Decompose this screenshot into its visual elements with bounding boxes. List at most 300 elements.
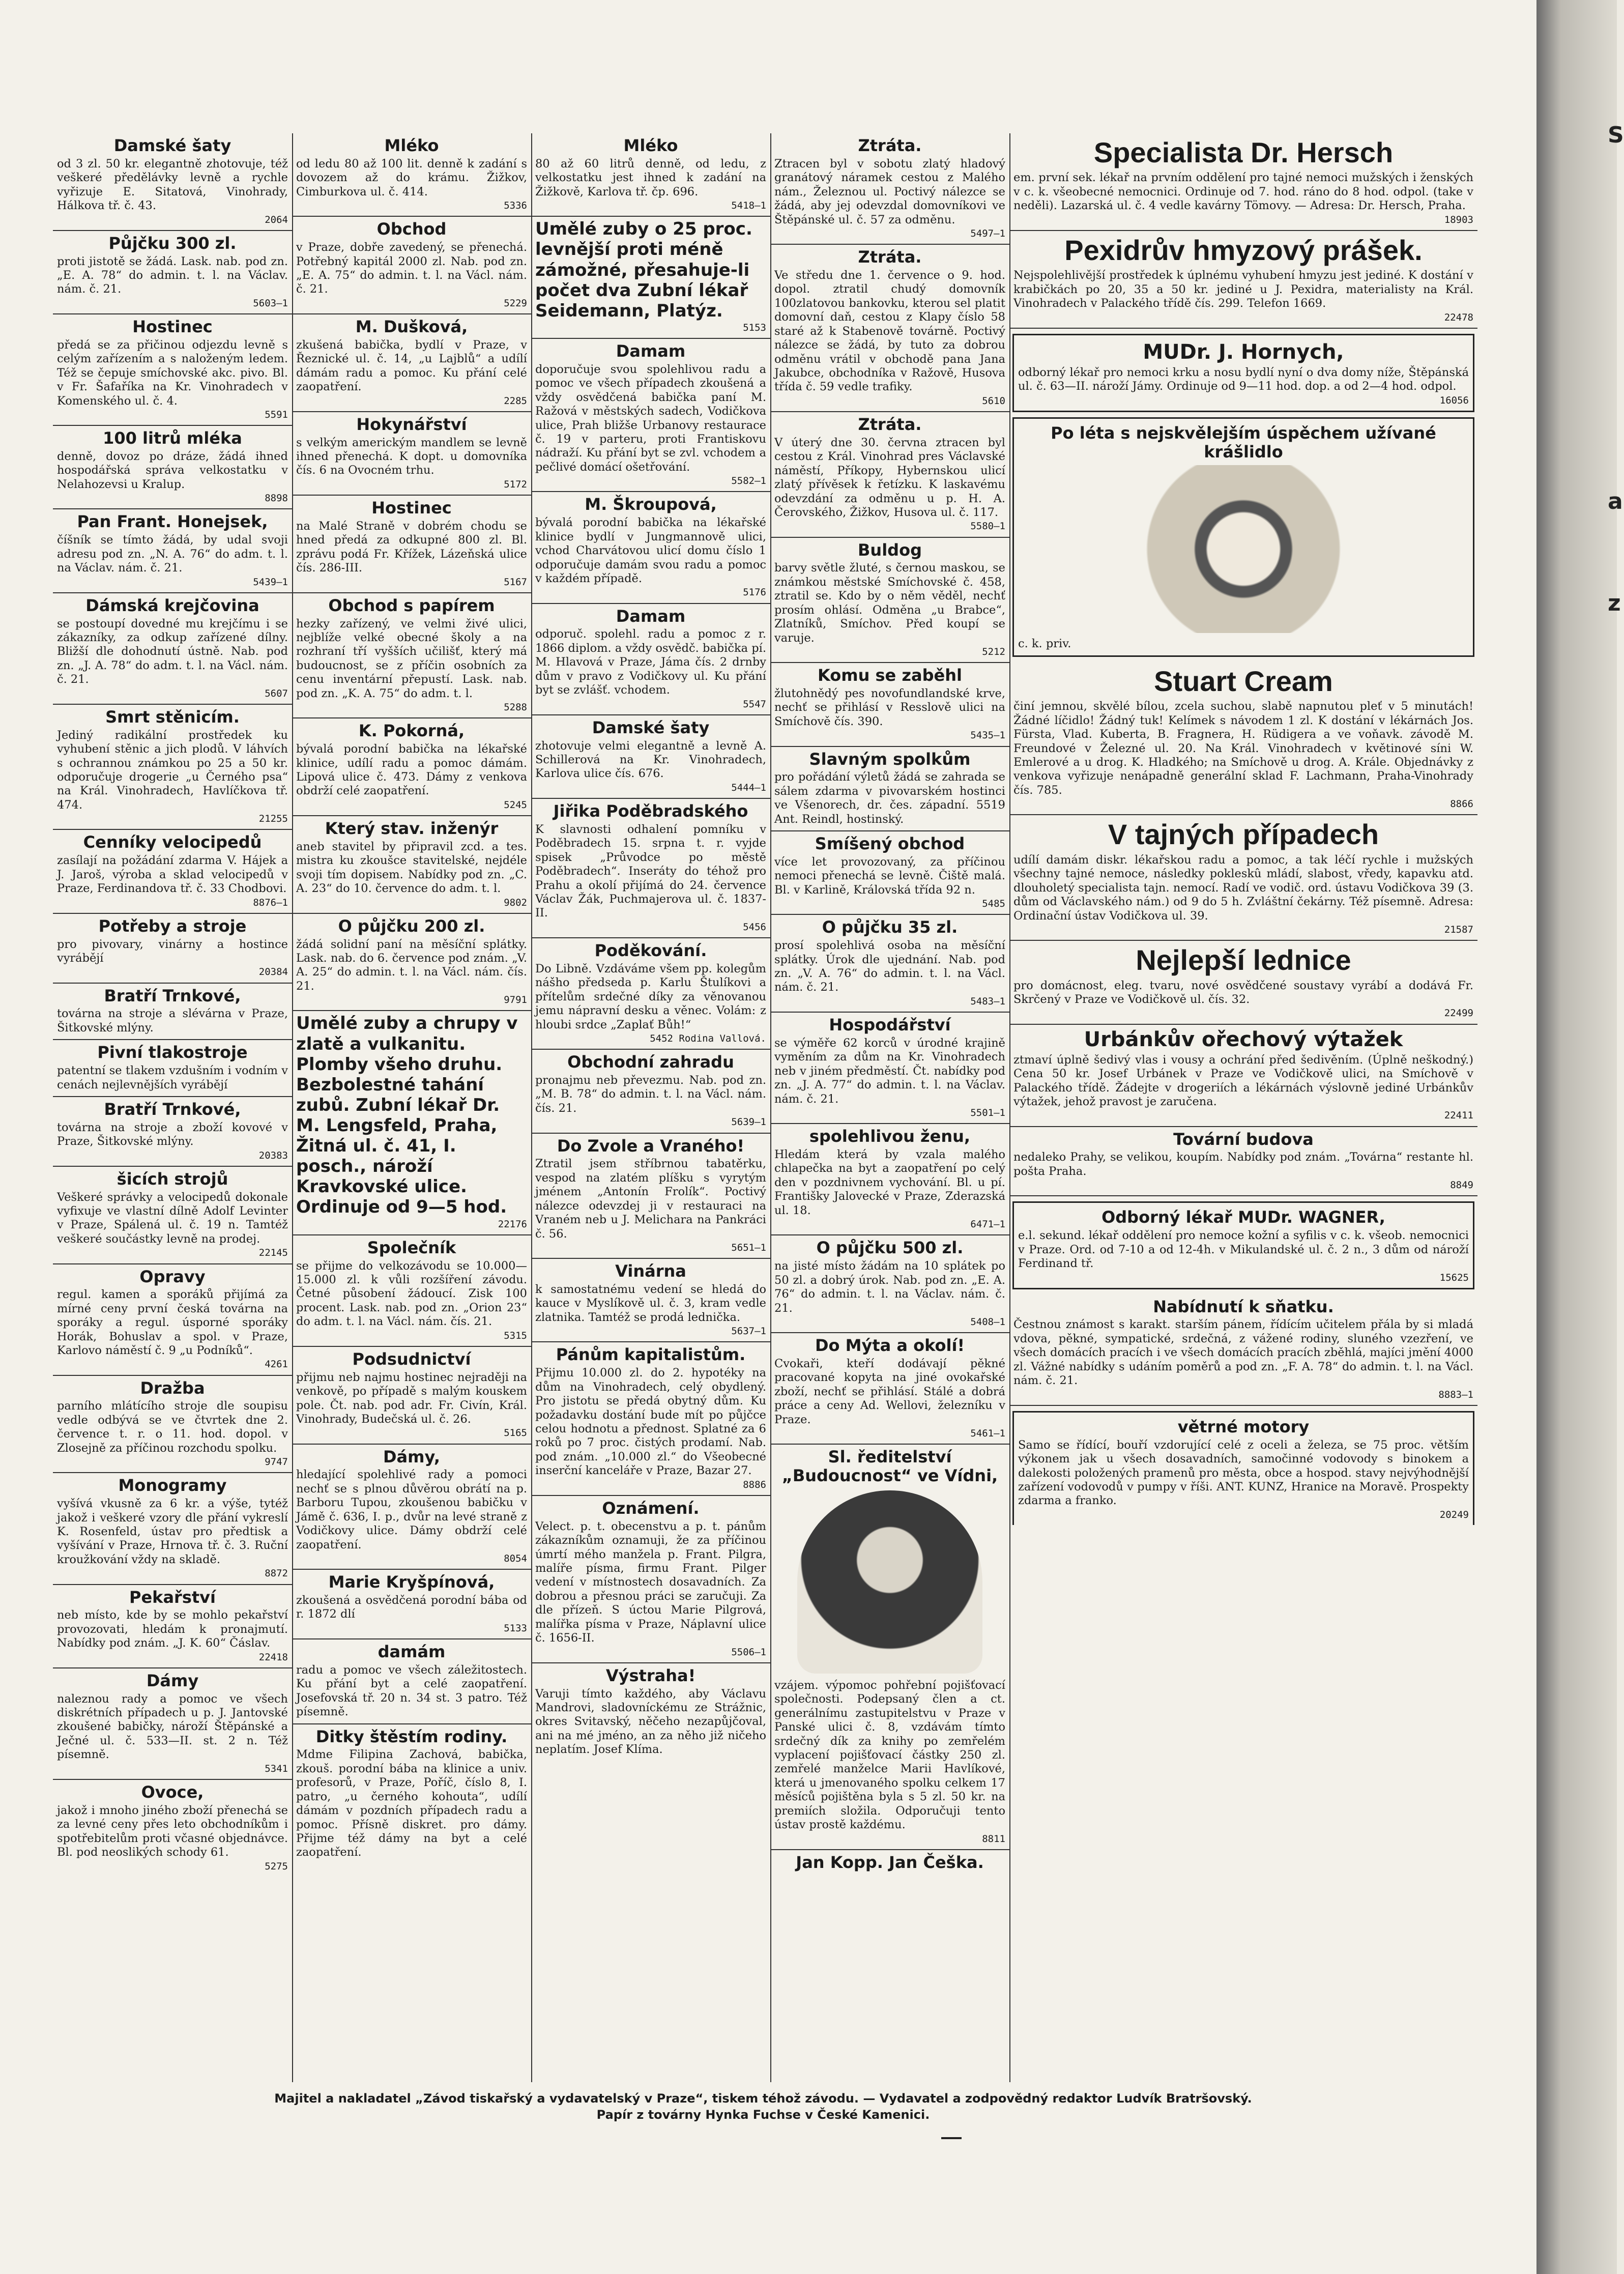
classified-ad (1009, 815, 1477, 941)
imprint-footer (112, 2090, 1414, 2123)
classified-ad (292, 1445, 531, 1570)
ad-heading: Odborný lékař MUDr. WAGNER, (1101, 1207, 1385, 1227)
ad-heading: Poděkování. (594, 941, 707, 961)
ad-ref-number: 16056 (1439, 394, 1469, 406)
portrait-illustration (797, 1490, 982, 1674)
ad-ref-number: 4261 (265, 1359, 288, 1370)
classified-ad (1009, 941, 1477, 1024)
ad-ref-number: 2064 (265, 214, 288, 225)
ad-heading: Podsudnictví (352, 1349, 471, 1369)
ad-ref-number: 5315 (504, 1330, 527, 1341)
ad-ref-number: 8811 (982, 1833, 1005, 1845)
ad-heading: O půjčku 200 zl. (338, 916, 485, 936)
ad-body: pro pivovary, vinárny a hostince vyrábějí (57, 937, 288, 965)
classified-ad (53, 231, 292, 314)
ad-heading: M. Škroupová, (585, 495, 717, 514)
ad-body: denně, dovoz po dráze, žádá ihned hospodářská správa velkostatku v Nelahozevsi u Kralup. (57, 449, 288, 491)
ad-body: číšník se tímto žádá, by udal svoji adresu pod zn. „N. A. 76“ do adm. t. l. na Václav. nám. č. 21. (57, 533, 288, 575)
ad-ref-number: 5275 (265, 1860, 288, 1872)
classified-ad (1009, 133, 1477, 231)
classified-ad (1012, 1411, 1474, 1525)
ad-body: Hledám která by vzala malého chlapečka na byt a zaopatření po celý den v pozdnivnem vychování. Bl. u pí. Františky Jalovecké v Praze, Zderazská ul. 18. (774, 1148, 1005, 1217)
classified-ad (531, 133, 770, 217)
ad-ref-number: 5153 (743, 322, 766, 333)
classified-ad (531, 1663, 770, 1761)
ad-body: pro pořádání výletů žádá se zahrada se sálem zdarma v pivovarském hostinci ve Všenorech, dr. čes. západní. 5519 Ant. Reindl, hostinský. (774, 770, 1005, 826)
ad-body: Nejspolehlivější prostředek k úplnému vyhubení hmyzu jest jediné. K dostání v krabičkách po 20, 35 a 50 kr. jediné u J. Pexidra, materialisty na Král. Vinohradech v Palackého třídě čís. 299. Telefon 1669. (1013, 269, 1473, 310)
ad-body: Jediný radikální prostředek ku vyhubení stěnic a jich plodů. V láhvích s ochrannou známkou po 25 a 50 kr. odporučuje drogerie „u Černého psa“ na Král. Vinohradech, Havlíčkova tř. 474. (57, 728, 288, 812)
ad-body: hledající spolehlivé rady a pomoci nechť se s plnou důvěrou obrátí na p. Barboru Tupou, zkoušenou babičku v Jámě č. 636, I. p., dvůr na levé straně z Vodičkovy ulice. Dámy obdrží celé zaopatření. (296, 1468, 527, 1551)
ad-ref-number: 5212 (982, 646, 1005, 658)
classified-ad (53, 984, 292, 1041)
facing-page-edge (1536, 0, 1617, 2274)
classified-ad (53, 1780, 292, 1877)
ad-body: pronajmu neb převezmu. Nab. pod zn. „M. B. 78“ do admin. t. l. na Václ. nám. čís. 21. (535, 1074, 766, 1115)
ad-heading: větrné motory (1177, 1417, 1310, 1436)
classified-ad (53, 1473, 292, 1585)
ad-heading: O půjčku 35 zl. (822, 917, 958, 937)
ad-body: odborný lékař pro nemoci krku a nosu bydlí nyní o dva domy níže, Štěpánská ul. č. 63—II. nároží Jámy. Ordinuje od 9—11 hod. dop. a od 2—4 hod. odpol. (1018, 365, 1469, 393)
ad-ref-number: 8898 (265, 493, 288, 504)
ad-ref-number: 5418—1 (731, 200, 766, 212)
ad-body: bývalá porodní babička na lékařské klinice bydlí v Jungmannově ulici, vchod Charvátovou ulicí domu číslo 1 odporučuje damám svou radu a pomoc v každém případě. (535, 516, 766, 586)
ad-heading: Cenníky velocipedů (83, 832, 262, 852)
ad-heading: Damam (616, 341, 686, 361)
ad-ref-number: 5497—1 (970, 227, 1005, 239)
ad-heading: Mléko (623, 136, 678, 155)
edge-letter: S (1608, 122, 1624, 148)
ad-heading: MUDr. J. Hornych, (1143, 340, 1344, 364)
ad-heading: Opravy (139, 1266, 206, 1286)
ad-heading: O půjčku 500 zl. (816, 1238, 964, 1258)
ad-body: pro domácnost, eleg. tvaru, nové osvědčené soustavy vyrábí a dodává Fr. Skrčený v Praze ve Vodičkově ul. čís. 32. (1013, 978, 1473, 1006)
ad-heading: Tovární budova (1173, 1129, 1314, 1149)
classified-ad (292, 816, 531, 914)
ad-body: patentní se tlakem vzdušním i vodním v cenách nejlevnějších vyrábějí (57, 1064, 288, 1091)
ad-ref-number: 22145 (258, 1247, 288, 1259)
ad-heading: Hostinec (132, 317, 213, 336)
imprint-line-2: Papír z továrny Hynka Fuchse v České Kamenici. (596, 2108, 930, 2122)
ad-ref-number: 8876—1 (253, 897, 288, 908)
ad-ref-number: 8054 (504, 1553, 527, 1565)
classified-ad (292, 1347, 531, 1445)
ad-body: proti jistotě se žádá. Lask. nab. pod zn. „E. A. 78“ do admin. t. l. na Václav. nám. č. 21. (57, 254, 288, 296)
column-3 (531, 133, 771, 2082)
ad-ref-number: 5580—1 (970, 521, 1005, 532)
classified-ad (53, 1167, 292, 1264)
ad-body: se výměře 62 korců v úrodné krajině vyměním za dům na Kr. Vinohradech neb v jiném předměstí. Čt. nabídky pod zn. „J. A. 77“ do admin. t. l. na Václav. nám. č. 21. (774, 1036, 1005, 1106)
ad-heading: Specialista Dr. Hersch (1093, 136, 1394, 168)
ad-heading: Hospodářství (829, 1015, 951, 1035)
ad-ref-number: 5165 (504, 1427, 527, 1439)
ad-heading: Obchodní zahradu (567, 1052, 734, 1072)
ad-body: em. první sek. lékař na prvním oddělení pro tajné nemoci mužských i ženských v c. k. všeobecné nemocnici. Ordinuje od 7. hod. ráno do 8 hod. odpol. (take v neděli). Lazarská ul. č. 4 vedle kavárny Tömovy. — Adresa: Dr. Hersch, Praha. (1013, 171, 1473, 213)
ad-heading: Slavným spolkům (809, 749, 971, 769)
ad-heading: Pekařství (129, 1587, 216, 1607)
ad-body: parního mlátícího stroje dle soupisu vedle odbývá se ve čtvrtek dne 2. července t. r. o 11. hod. dopol. v Zlosejně za příčinou rozchodu spolku. (57, 1399, 288, 1455)
ad-body: na jisté místo žádám na 10 splátek po 50 zl. a dobrý úrok. Nab. pod zn. „E. A. 76“ do admin. t. l. na Václav. nám. č. 21. (774, 1259, 1005, 1315)
classified-ad (53, 509, 292, 593)
ad-heading: Hostinec (371, 498, 452, 517)
ad-ref-number: 5485 (982, 898, 1005, 910)
ad-heading: Dámy (146, 1671, 199, 1690)
ad-heading: Ztráta. (858, 415, 922, 435)
ad-heading: Marie Kryšpínová, (328, 1572, 495, 1592)
ad-body: Veškeré správky a velocipedů dokonale vyfixuje ve vlastní dílně Adolf Levinter v Praze, Spálená ul. č. 19 n. Tamtéž veškeré součástky levně na prodej. (57, 1190, 288, 1246)
footer-rule (941, 2137, 962, 2139)
ad-ref-number: 5501—1 (970, 1107, 1005, 1119)
ad-ref-number: 5582—1 (731, 475, 766, 487)
ad-heading: Pivní tlakostroje (97, 1043, 248, 1062)
classified-ad (770, 1333, 1009, 1445)
classified-ad (292, 314, 531, 412)
ad-columns (53, 133, 1477, 2082)
ad-ref-number: 5452 Rodina Vallová. (650, 1033, 766, 1045)
ad-heading: Nejlepší lednice (1136, 944, 1351, 976)
ad-heading: Bratří Trnkové, (104, 1099, 241, 1119)
ad-body: s velkým americkým mandlem se levně ihned přenechá. K dopt. u domovníka čís. 6 na Ovocném trhu. (296, 436, 527, 477)
ad-ref-number: 5506—1 (731, 1646, 766, 1658)
ad-body: doporučuje svou spolehlivou radu a pomoc ve všech případech zkoušená a vždy osvědčená babička paní M. Ražová v městských sadech, Vodičkova ulice, Prah bližše Urbanovy restaurace č. 19 v parteru, proti Frantiskovu nádraží. Ku přání byt se zvl. vchodem a pečlivé domácí ošetřování. (535, 362, 766, 474)
ad-body: Ve středu dne 1. července o 9. hod. dopol. ztratil chudý domovník 100zlatovou bankovku, kterou sel platit domovní daň, cestou z Klapy číslo 58 staré až k Stabenově továrně. Poctivý nálezce se žádá, by tuto za dobrou odměnu vrátil v obchodě pana Jana Jakubce, obchodníka v Ražově, Husova třída č. 59 vedle trafiky. (774, 268, 1005, 394)
ad-ref-number: 22499 (1444, 1008, 1473, 1019)
ad-body: od 3 zl. 50 kr. elegantně zhotovuje, též veškeré předělávky levně a rychle vyřizuje E. Sitatová, Vinohrady, Hálkova tř. č. 43. (57, 157, 288, 213)
ad-body: Ztracen byl v sobotu zlatý hladový granátový náramek cestou z Malého nám., Železnou ul. Poctivý nálezce se žádá, aby jej odevzdal domovníkovi ve Štěpánské ul. č. 57 za odměnu. (774, 157, 1005, 226)
ad-heading: Mléko (384, 136, 439, 155)
ad-ref-number: 5461—1 (970, 1428, 1005, 1440)
ad-heading: Smrt stěnicím. (105, 707, 240, 727)
ad-ref-number: 5603—1 (253, 297, 288, 309)
ad-heading: Urbánkův ořechový výtažek (1084, 1027, 1403, 1051)
classified-ad (1009, 662, 1477, 816)
ad-heading: 100 litrů mléka (103, 428, 242, 448)
ad-ref-number: 5456 (743, 921, 766, 933)
ad-body: zkoušená a osvědčená porodní bába od r. 1872 dlí (296, 1594, 527, 1621)
ad-ref-number: 8872 (265, 1568, 288, 1579)
ad-heading: Komu se zaběhl (818, 666, 962, 685)
ad-heading: Dámy, (383, 1447, 441, 1466)
classified-ad (292, 914, 531, 1012)
ad-body: aneb stavitel by připravil zcd. a tes. mistra ku zkoušce stavitelské, nejdéle svoji tím dopisem. Nabídky pod zn. „C. A. 23“ do 10. července do adm. t. l. (296, 840, 527, 896)
ad-ref-number: 22418 (258, 1651, 288, 1663)
ad-ref-number: 5547 (743, 698, 766, 710)
ad-heading: damám (378, 1642, 446, 1662)
ad-body: zhotovuje velmi elegantně a levně A. Schillerová na Kr. Vinohradech, Karlova ulice čís. 676. (535, 739, 766, 781)
ad-body: prosí spolehlivá osoba na měsíční splátky. Úrok dle ujednání. Nab. pod zn. „V. A. 76“ do admin. t. l. na Václ. nám. č. 21. (774, 939, 1005, 994)
ad-heading: Jiřika Poděbradského (553, 801, 748, 821)
ad-ref-number: 20383 (258, 1149, 288, 1161)
column-4 (770, 133, 1010, 2082)
classified-ad (770, 663, 1009, 746)
classified-ad (53, 133, 292, 231)
ad-ref-number: 5172 (504, 478, 527, 490)
edge-letter: z (1608, 590, 1621, 616)
ad-body: hezky zařízený, ve velmi živé ulici, nejblíže velké obecné školy a na rozhraní tří vyšších učilišť, který má budoucnost, se z příčin osobních za cenu inventární přepustí. Lask. nab. pod zn. „K. A. 75“ do adm. t. l. (296, 617, 527, 700)
classified-ad (53, 830, 292, 913)
ad-ref-number: 5176 (743, 587, 766, 598)
ad-body: továrna na stroje a zboží kovové v Praze, Šitkovské mlýny. (57, 1120, 288, 1148)
ad-body: činí jemnou, skvělé bílou, zcela suchou, slabě napnutou pleť v 5 minutách! Žádné líčidlo! Žádný tuk! Kelímek s návodem 1 zl. K dostání v lékárnách Jos. Fürsta, Vlad. Kuberta, B. Fragnera, H. Rüdigera a ve voňavk. závodě M. Freundové v Železné ul. 20. Na Král. Vinohradech v květinové síni W. Emlerové a u drog. K. Hladkého; na Smíchově u drog. A. Krále. Objednávky z venkova vyřizuje nenápadně generální sklad F. Lachmann, Praha-Vinohrady čís. 785. (1013, 700, 1473, 797)
ad-heading: Hokynářství (356, 414, 467, 434)
ad-heading: Bratří Trnkové, (104, 986, 241, 1005)
classified-ad (531, 492, 770, 603)
ad-heading: Pan Frant. Honejsek, (77, 512, 268, 532)
ad-heading: Půjčku 300 zl. (108, 233, 237, 253)
ad-heading: Ditky štěstím rodiny. (315, 1726, 508, 1746)
classified-ad (292, 1235, 531, 1347)
ad-body: naleznou rady a pomoc ve všech diskrétních případech u p. J. Jantovské zkoušené babičky, nároží Štěpánské a Ječné ul. č. 533—II. st. 2 n. Též písemně. (57, 1692, 288, 1762)
ad-ref-number: 5288 (504, 702, 527, 713)
ad-heading: Smíšený obchod (815, 834, 965, 854)
ad-body: Čestnou známost s karakt. starším pánem, řídícím učitelem přála by si mladá vdova, pěkné, sympatické, srdečná, z vážené rodiny, sluného vzezření, ve všech domácích pracích i ve všech domácích pracích zběhlá, majíci jmění 4000 zl. Vážné nabídky s udáním poměrů a pod zn. „F. A. 78“ do admin. t. l. na Václ. nám. č. 21. (1013, 1318, 1473, 1388)
ad-body: 80 až 60 litrů denně, od ledu, z velkostatku jest ihned k zadání na Žižkově, Karlova tř. čp. 696. (535, 157, 766, 198)
ad-heading: šicích strojů (117, 1169, 228, 1189)
ad-heading: Ovoce, (141, 1782, 204, 1802)
classified-ad (531, 339, 770, 492)
classified-ad (1009, 231, 1477, 329)
classified-ad (292, 1639, 531, 1724)
classified-ad (531, 217, 770, 339)
ad-body: Cvokaři, kteří dodávají pěkné pracované kopyta na jiné ovokařské zboží, nechť se přihlásí. Stálé a dobrá práce a ceny Ad. Wellovi, železníku v Praze. (774, 1357, 1005, 1426)
column-2 (292, 133, 532, 2082)
ad-ref-number: 9791 (504, 994, 527, 1006)
ad-body: e.l. sekund. lékař oddělení pro nemoce kožní a syfilis v c. k. všeob. nemocnici v Praze. Ord. od 7-10 a od 12-4h. v Mikulandské ul. č. 2 n., 3 dům od nároží Ferdinand tř. (1018, 1229, 1469, 1271)
ad-body: bývalá porodní babička na lékařské klinice, udílí radu a pomoc dámám. Lipová ulice č. 473. Dámy z venkova obdrží celé zaopatření. (296, 742, 527, 798)
ad-heading: Jan Kopp. Jan Češka. (796, 1852, 984, 1872)
ad-heading: Ztráta. (858, 247, 922, 267)
ad-body: udílí damám diskr. lékařskou radu a pomoc, a tak léčí rychle i mužských všechny tajné nemoce, následky pokleskû mládí, slabost, vředy, kapavku atd. dlouholetý specialista tajn. nemocí. Radí ve vodič. ord. ústavu Vodičkova 39 (3. dům od Václavského nám.) od 9 do 5 h. Zvláštní čekárny. Též písemně. Adresa: Ordinační ústav Vodičkova ul. 39. (1013, 853, 1473, 923)
classified-ad (1009, 1025, 1477, 1127)
ad-heading: Výstraha! (605, 1665, 696, 1685)
ad-heading: K. Pokorná, (358, 721, 465, 741)
classified-ad (1012, 1201, 1474, 1289)
ad-heading: Umělé zuby o 25 proc. levnější proti méně zámožné, přesahuje-li počet dva Zubní lékař Seidemann, Platýz. (535, 219, 752, 321)
ad-ref-number: 20249 (1439, 1509, 1469, 1520)
ad-body: barvy světle žluté, s černou maskou, se známkou městské Smíchovské č. 458, ztratil se. Kdo by o něm věděl, nechť prosím ohlásí. Odměna „u Brabce“, Zlatníků, Smíchov. Před koupí se varuje. (774, 561, 1005, 645)
ad-ref-number: 22411 (1444, 1110, 1473, 1121)
classified-ad (531, 938, 770, 1050)
ad-heading: Buldog (858, 540, 922, 560)
ad-ref-number: 9747 (265, 1456, 288, 1468)
imprint-line-1: Majitel a nakladatel „Závod tiskařský a vydavatelský v Praze“, tiskem téhož závodu. — Vydavatel a zodpovědný redaktor Ludvík Bratršovský. (274, 2091, 1252, 2106)
classified-ad (53, 1668, 292, 1780)
ad-heading: Potřeby a stroje (98, 916, 247, 936)
ad-heading: M. Dušková, (355, 317, 468, 336)
ad-heading: Dražba (140, 1378, 205, 1398)
ad-body: se přijme do velkozávodu se 10.000—15.000 zl. k vůli rozšíření závodu. Četné působení žádoucí. Zisk 100 procent. Lask. nab. pod zn. „Orion 23“ do adm. t. l. na Václ. nám. čís. 21. (296, 1259, 527, 1329)
ad-ref-number: 5336 (504, 200, 527, 212)
classified-ad (53, 1097, 292, 1167)
classified-ad (53, 314, 292, 426)
ad-heading: Obchod s papírem (328, 595, 495, 615)
ad-body: více let provozovaný, za příčinou nemoci přenechá se levně. Čiště malá. Bl. v Karlině, Královská třída 92 n. (774, 855, 1005, 897)
ad-heading: Vinárna (615, 1261, 686, 1281)
classified-ad (292, 1724, 531, 1864)
classified-ad (53, 1376, 292, 1474)
classified-ad (53, 705, 292, 830)
classified-ad (292, 133, 531, 217)
classified-ad (53, 1585, 292, 1668)
ad-heading: Stuart Cream (1154, 665, 1333, 697)
ad-body: se postoupí dovedné mu krejčímu i se zákazníky, za odkup zařízené dílny. Bližší dle dohodnutí ústně. Nab. pod zn. „J. A. 78“ do adm. t. l. na Václ. nám. č. 21. (57, 617, 288, 686)
ad-heading: Oznámení. (602, 1498, 700, 1518)
ad-heading: Sl. ředitelství „Budoucnost“ ve Vídni, (781, 1447, 998, 1486)
ad-ref-number: 18903 (1444, 214, 1473, 225)
ad-body: vzájem. výpomoc pohřební pojišťovací společnosti. Podepsaný člen a ct. generálnímu zastupitelstvu v Praze v Panské ulici č. 8, vzdávám tímto srdečný dík za knihy po zemřelém vyplacení pojišťovací částky 250 zl. zemřelé manželce Marii Havlíkové, která u jmenovaného spolku celkem 17 měsíců pojištěna byla s 5 zl. 50 kr. na premiích složila. Odporučuji tento ústav prostě každému. (774, 1678, 1005, 1832)
classified-ad (531, 715, 770, 799)
ad-ref-number: 5133 (504, 1622, 527, 1634)
ad-body: v Praze, dobře zavedený, se přenechá. Potřebný kapitál 2000 zl. Nab. pod zn. „E. A. 75“ do admin. t. l. na Václ. nám. č. 21. (296, 241, 527, 296)
ad-ref-number: 5435—1 (970, 730, 1005, 741)
ad-body: regul. kamen a sporáků přijímá za mírné ceny první česká továrna na sporáky a regul. úsporné sporáky Horák, Bohuslav a spol. v Praze, Karlovo náměstí č. 9 „u Podníků“. (57, 1288, 288, 1358)
ad-body: na Malé Straně v dobrém chodu se hned předá za odkupné 800 zl. Bl. zprávu podá Fr. Křížek, Lázeňská ulice čís. 286-III. (296, 519, 527, 575)
ad-body: žádá solidní paní na měsíční splátky. Lask. nab. do 6. července pod znám. „V. A. 25“ do admin. t. l. na Václ. nám. čís. 21. (296, 937, 527, 993)
ad-body: c. k. priv. (1018, 637, 1071, 651)
ad-heading: Po léta s nejskvělejším úspěchem užívané krášlidlo (1051, 423, 1436, 462)
ad-ref-number: 5637—1 (731, 1326, 766, 1337)
ad-ref-number: 8886 (743, 1479, 766, 1490)
ad-ref-number: 5439—1 (253, 576, 288, 588)
classified-ad (1012, 417, 1474, 657)
ad-heading: Monogramy (118, 1476, 227, 1495)
ad-heading: Dámská krejčovina (85, 595, 259, 615)
ad-body: Velect. p. t. obecenstvu a p. t. pánům zákazníkům oznamuji, že za příčinou úmrtí mého manžela p. Frant. Pilgra, malíře písma, firmu Frant. Pilger vedení v místnostech dosavadních. Za dobrou a přesnou práci se zaručuji. Za dle přízeň. S úctou Marie Pilgrová, malířka písma v Praze, Náplavní ulice č. 1656-II. (535, 1519, 766, 1645)
ad-body: jakož i mnoho jiného zboží přenechá se za levné ceny přes leto obchodníkům i spotřebitelům proti včasné objednávce. Bl. pod neoslikých schody 61. (57, 1803, 288, 1859)
classified-ad (531, 1134, 770, 1259)
ad-ref-number: 8883—1 (1438, 1389, 1473, 1400)
ad-heading: Do Mýta a okolí! (815, 1336, 965, 1356)
ad-ref-number: 22478 (1444, 311, 1473, 323)
ad-body: V úterý dne 30. června ztracen byl cestou z Král. Vinohrad pres Václavské náměstí, Příkopy, Hybernskou ulicí zlatý přívěsek k řetízku. K laskavému odevzdání za odměnu u p. H. A. Čerovského, Žižkov, Husova ul. č. 117. (774, 436, 1005, 520)
ad-ref-number: 5167 (504, 576, 527, 588)
ad-body: Samo se řídící, bouří vzdorující celé z oceli a železa, se 75 proc. větším výkonem jak u všech dosavadních, samočinné vodovody s binokem a dalekosti položených pramenů pro města, obce a hospod. stavy nejvýhodnější zařízení vodovodů v pumpy v říši. ANT. KUNZ, Hranice na Moravě. Prospekty zdarma a franko. (1018, 1438, 1469, 1508)
ad-heading: Damské šaty (113, 136, 231, 155)
classified-ad (770, 1124, 1009, 1235)
ad-heading: Damské šaty (592, 717, 710, 737)
ad-ref-number: 21587 (1444, 924, 1473, 936)
classified-ad (53, 593, 292, 705)
ad-ref-number: 5651—1 (731, 1242, 766, 1253)
classified-ad (770, 538, 1009, 664)
column-1 (53, 133, 293, 2082)
ad-heading: V tajných případech (1108, 818, 1379, 851)
ad-ref-number: 20384 (258, 966, 288, 978)
ad-heading: Který stav. inženýr (325, 819, 499, 839)
ad-body: předá se za přičinou odjezdu levně s celým zařízením a s naloženým ledem. Též se čepuje smíchovské akc. pivo. Bl. v Fr. Šafaříka na Kr. Vinohradech v Komenského ul. č. 4. (57, 338, 288, 408)
ad-heading: Nabídnutí k sňatku. (1153, 1297, 1334, 1316)
ad-ref-number: 2285 (504, 395, 527, 407)
ad-ref-number: 5591 (265, 409, 288, 420)
classified-ad (292, 593, 531, 719)
ad-ref-number: 5408—1 (970, 1316, 1005, 1328)
classified-ad (292, 1570, 531, 1639)
ad-heading: Obchod (376, 219, 447, 239)
ad-heading: Umělé zuby a chrupy v zlatě a vulkanitu. Plomby všeho druhu. Bezbolestné tahání zubů. Zubní lékař Dr. M. Lengsfeld, Praha, Žitná ul. č. 41, I. posch., nároží Kravkovské ulice. Ordinuje od 9—5 hod. (296, 1013, 518, 1218)
ad-body: přijmu neb najmu hostinec nejraději na venkově, po případě s malým kouskem pole. Čt. nab. pod adr. Fr. Civín, Král. Vinohrady, Budečská ul. č. 26. (296, 1370, 527, 1426)
ad-ref-number: 5639—1 (731, 1116, 766, 1128)
ad-body: k samostatnému vedení se hledá do kauce v Myslíkově ul. č. 3, kram vedle zlatnika. Tamtéž se prodá lednička. (535, 1282, 766, 1324)
ad-ref-number: 5607 (265, 687, 288, 699)
edge-letter: a (1608, 488, 1623, 514)
ad-ref-number: 21255 (258, 813, 288, 825)
classified-ad (1009, 1294, 1477, 1406)
ad-body: radu a pomoc ve všech záležitostech. Ku přání byt a celé zaopatření. Josefovská tř. 20 n. 34 st. 3 patro. Též písemně. (296, 1663, 527, 1719)
ad-heading: spolehlivou ženu, (809, 1127, 971, 1146)
ad-ref-number: 5341 (265, 1763, 288, 1774)
classified-ad (770, 831, 1009, 915)
ad-ref-number: 8849 (1450, 1179, 1473, 1191)
ad-body: nedaleko Prahy, se velikou, koupím. Nabídky pod znám. „Továrna“ restante hl. pošta Praha. (1013, 1150, 1473, 1178)
ad-ref-number: 22176 (498, 1218, 527, 1230)
ad-body: Varuji tímto každého, aby Václavu Mandrovi, sladovníckému ze Strážnic, okres Svitavský, něčeho nezapůjčoval, ani na mé jméno, an za něho již ničeho neplatím. Josef Klíma. (535, 1687, 766, 1757)
classified-ad (770, 133, 1009, 245)
ad-body: Přijmu 10.000 zl. do 2. hypotéky na dům na Vinohradech, celý obydlený. Pro jistotu se předá obytný dům. Ku požadavku dostání bude mít po půjčce celou hodnotu a přednost. Splatné za 6 roků po 7 proc. čistých prodamí. Nab. pod znám. „10.000 zl.“ do Všeobecné inserční kanceláře v Praze, Bazar 27. (535, 1366, 766, 1478)
ad-body: odporuč. spolehl. radu a pomoc z r. 1866 diplom. a vždy osvědč. babička pí. M. Hlavová v Praze, Jáma čís. 2 drnby dům v pravo z Vodičkovy ul. Ku přání byt se zvlášť. vchodem. (535, 627, 766, 697)
classified-ad (292, 496, 531, 593)
ad-heading: Pánům kapitalistům. (556, 1345, 746, 1365)
ad-ref-number: 5444—1 (731, 782, 766, 793)
classified-ad (770, 1013, 1009, 1124)
classified-ad (1009, 1127, 1477, 1197)
classified-ad (531, 1050, 770, 1133)
cream-illustration (1063, 465, 1424, 633)
classified-ad (770, 245, 1009, 412)
classified-ad (531, 1259, 770, 1342)
ad-ref-number: 5229 (504, 297, 527, 309)
ad-ref-number: 8866 (1450, 798, 1473, 810)
classified-ad (53, 426, 292, 509)
ad-ref-number: 5483—1 (970, 995, 1005, 1007)
classified-ad (770, 747, 1009, 832)
ad-body: Do Libně. Vzdáváme všem pp. kolegům nášho předseda p. Karlu Štulíkovi a přítelům srdečné díky za věnovanou jemu nápravní desku a věnec. Volám: z hloubi srdce „Zaplať Bůh!“ (535, 962, 766, 1031)
classified-ad (292, 1011, 531, 1235)
classified-ad (292, 217, 531, 314)
ad-heading: Pexidrův hmyzový prášek. (1064, 234, 1423, 266)
ad-body: zkušená babička, bydlí v Praze, v Řeznické ul. č. 14, „u Lajblů“ a udílí dámám radu a pomoc. Ku přání celé zaopatření. (296, 338, 527, 394)
classified-ad (53, 1040, 292, 1097)
ad-heading: Damam (616, 606, 686, 626)
classified-ad (531, 1496, 770, 1663)
ad-body: vyšívá vkusně za 6 kr. a výše, tytéž jakož i veškeré vzory dle přání vykreslí K. Rosenfeld, ústav pro předtisk a vyšívání v Praze, Hrnova tř. č. 3. Ruční kroužkování vždy na skladě. (57, 1497, 288, 1566)
ad-body: Ztratil jsem stříbrnou tabatěrku, vespod na zlatém plíšku s vyrytým jménem „Antonín Frolík“. Poctivý nálezce odevzdej ji v restauraci na Vraném neb u J. Melichara na Pankráci č. 56. (535, 1157, 766, 1241)
classified-ad (531, 799, 770, 938)
classified-ad (770, 1850, 1009, 1878)
ad-heading: Společník (367, 1237, 456, 1257)
classified-ad (770, 915, 1009, 1013)
classified-ad (770, 1235, 1009, 1333)
column-5 (1009, 133, 1477, 2082)
ad-body: neb místo, kde by se mohlo pekařství provozovati, hledám k pronajmutí. Nabídky pod znám. „J. K. 60“ Čáslav. (57, 1608, 288, 1650)
classified-ad (531, 1342, 770, 1495)
classified-ad (770, 412, 1009, 538)
ad-ref-number: 5610 (982, 395, 1005, 407)
ad-body: K slavnosti odhalení pomníku v Poděbradech 15. srpna t. r. vyjde spisek „Průvodce po městě Poděbradech“. Inseráty do téhož pro Prahu a okolí přijímá do 24. července Václav Žák, Puchmajerova ul. č. 1837-II. (535, 822, 766, 920)
ad-body: zasílají na požádání zdarma V. Hájek a J. Jaroš, výroba a sklad velocipedů v Praze, Ferdinandova tř. č. 33 Chodbovi. (57, 854, 288, 896)
ad-body: od ledu 80 až 100 lit. denně k zadání s dovozem až do krámu. Žižkov, Cimburkova ul. č. 414. (296, 157, 527, 198)
classified-ad (292, 412, 531, 496)
ad-ref-number: 15625 (1439, 1272, 1469, 1283)
ad-body: žlutohnědý pes novofundlandské krve, nechť se přihlásí v Resslově ulici na Smíchově čís. 390. (774, 687, 1005, 728)
classified-ad (53, 1264, 292, 1376)
classified-ad (292, 718, 531, 816)
classified-ad (770, 1445, 1009, 1850)
classified-ad (53, 914, 292, 984)
classified-ad (1012, 334, 1474, 412)
ad-body: továrna na stroje a slévárna v Praze, Šitkovské mlýny. (57, 1007, 288, 1034)
ad-body: ztmaví úplně šedivý vlas i vousy a ochrání před šedivěním. (Úplně neškodný.) Cena 50 kr. Josef Urbánek v Praze ve Vodičkově ulici, na Smíchově v Palackého třídě. Žádejte v drogeriích a lékárnách výslovně jediné Urbánkův výtažek, jehož pravost je zaručena. (1013, 1053, 1473, 1108)
classified-ad (531, 604, 770, 715)
ad-body: Mdme Filipina Zachová, babička, zkouš. porodní bába na klinice a univ. profesorů, v Praze, Poříč, číslo 8, I. patro, „u černého kohouta“, udílí dámám v pozdních případech radu a pomoc. Přísně diskret. pro dámy. Přijme též dámy na byt a celé zaopatření. (296, 1748, 527, 1859)
